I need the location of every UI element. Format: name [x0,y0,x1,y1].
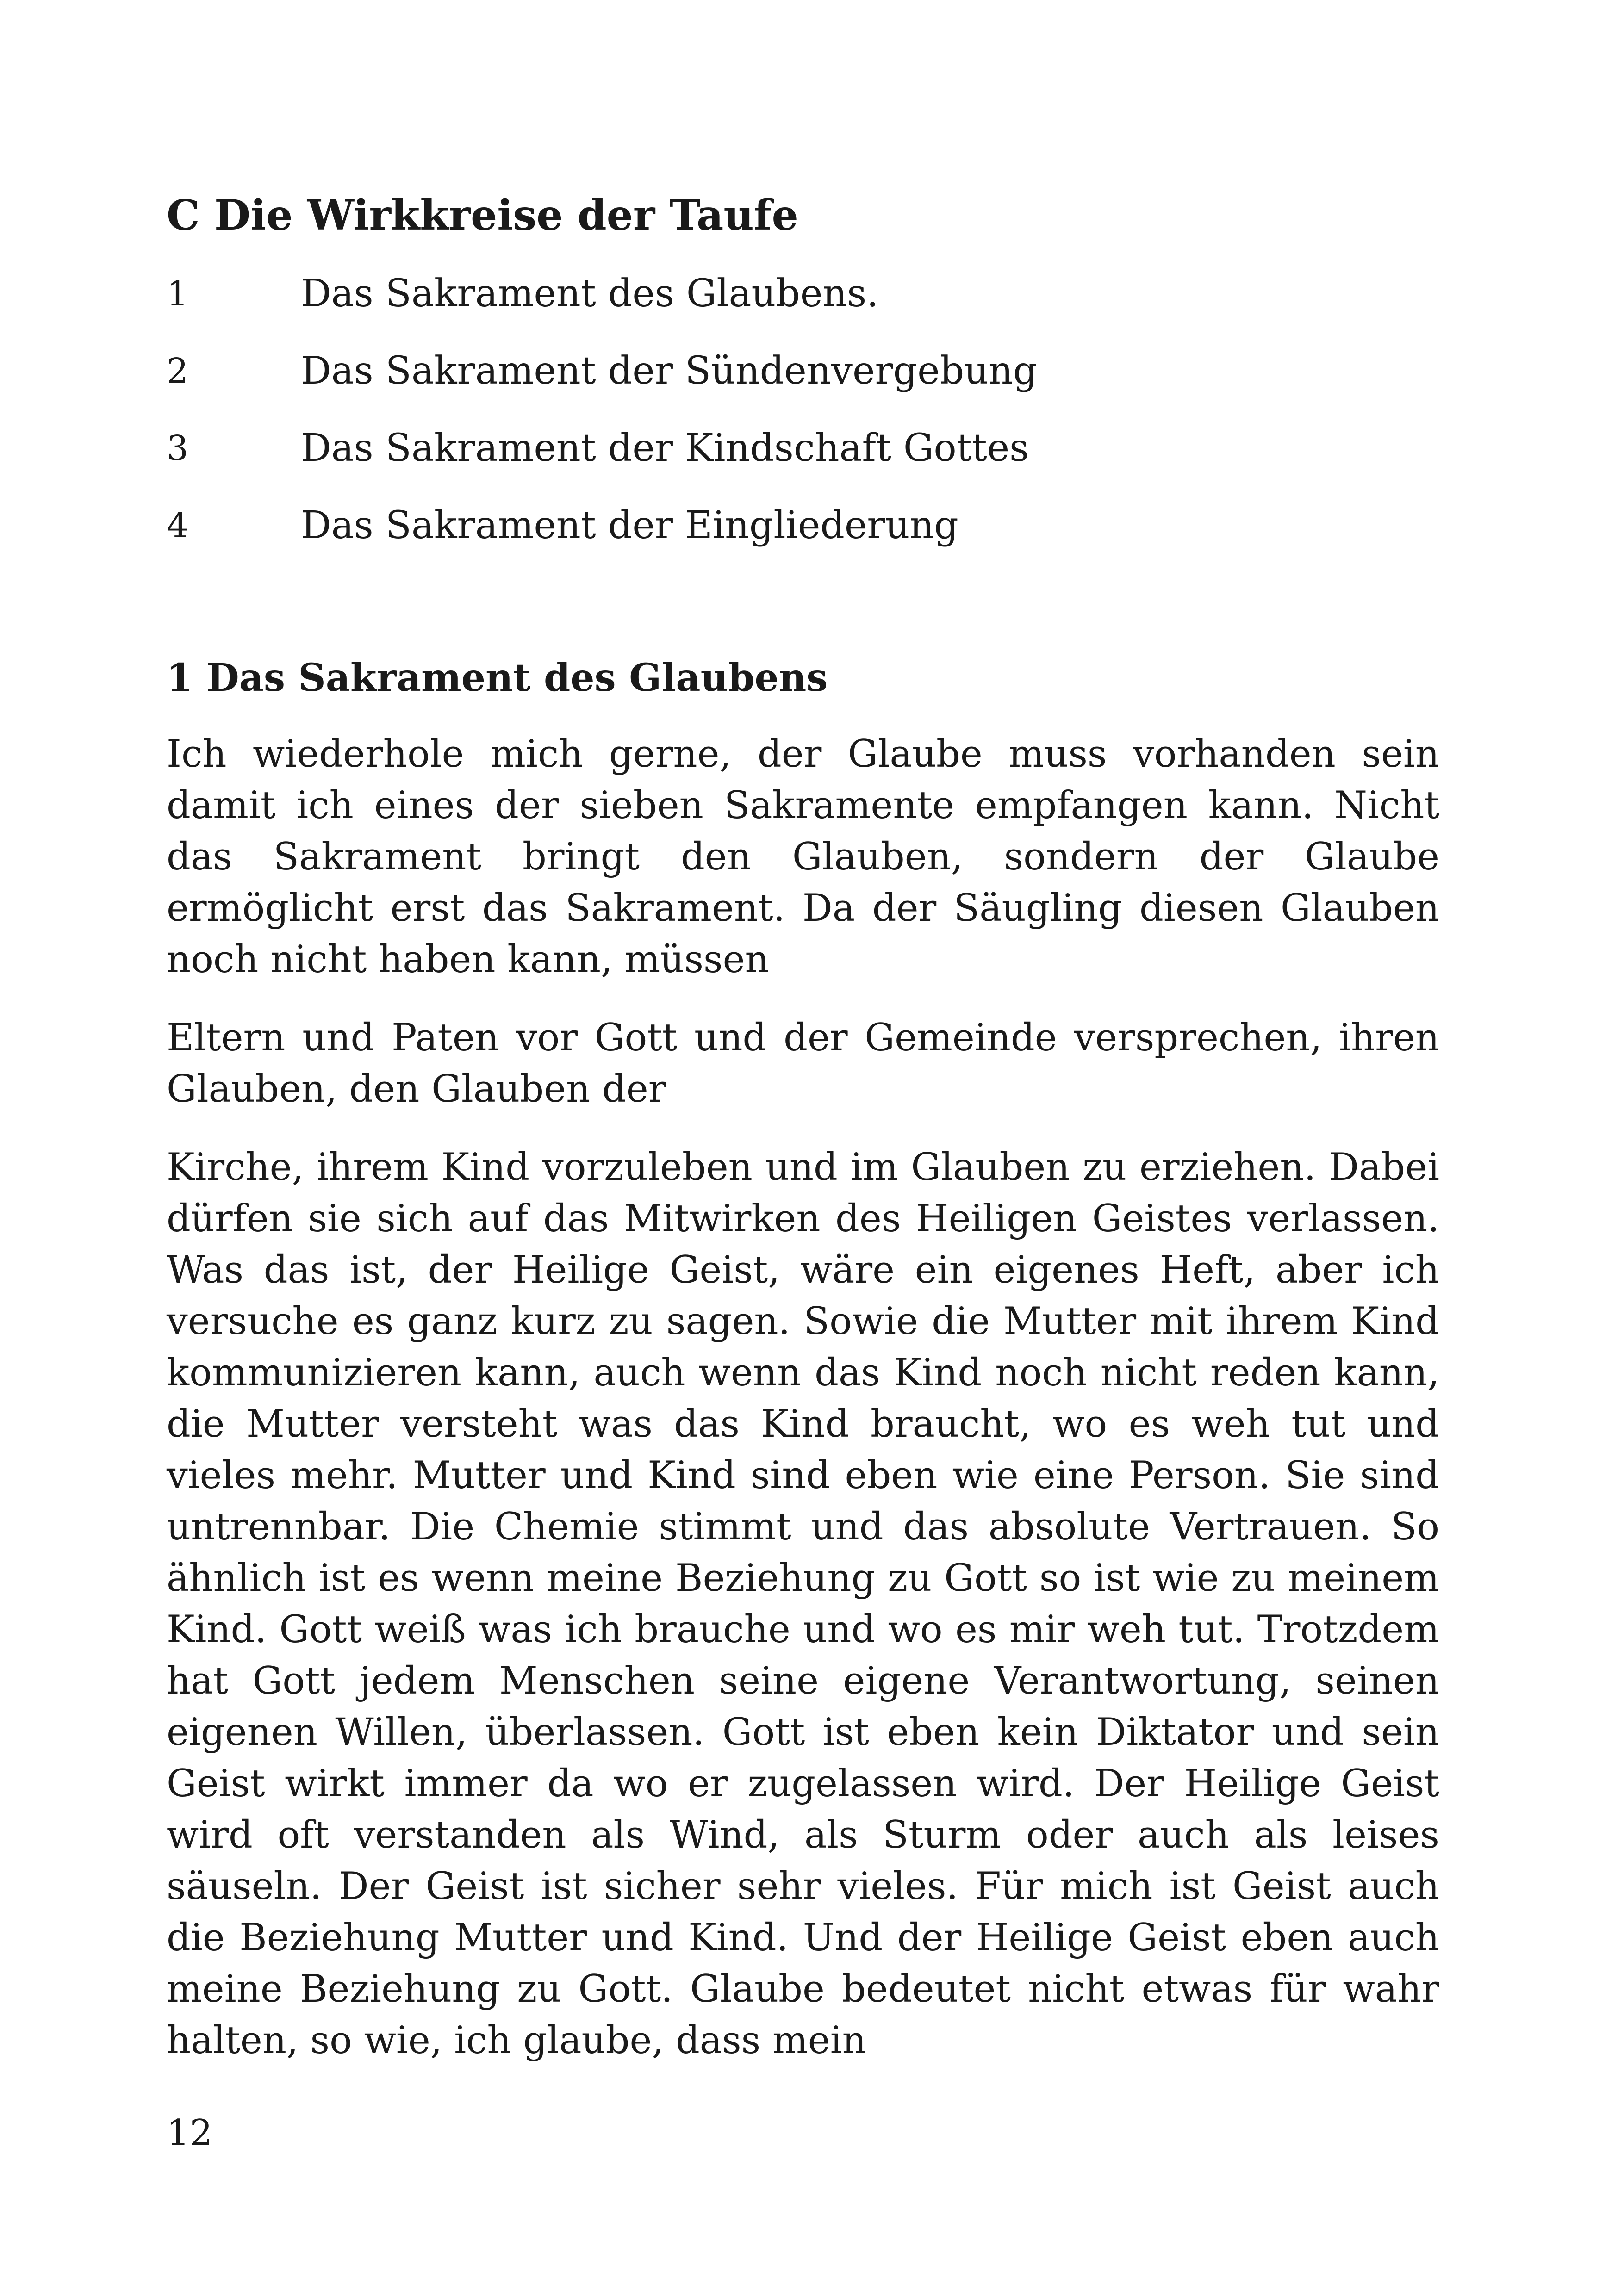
paragraph: Eltern und Paten vor Gott und der Gemeinde versprechen, ihren Glauben, den Glauben der [167,1016,1439,1111]
contents-item-number: 4 [167,506,189,546]
contents-item [167,259,1439,336]
contents-item-label: Das Sakrament der Kindschaft Gottes [301,426,1029,470]
contents-item-label: Das Sakrament der Sündenvergebung [301,349,1038,393]
body-text [167,729,1439,2093]
contents-item [167,336,1439,414]
contents-item-number: 1 [167,274,189,314]
paragraph: Ich wiederhole mich gerne, der Glaube muss vorhanden sein damit ich eines der sieben Sakramente empfangen kann. Nicht das Sakrament bringt den Glauben, sondern der Glaube ermöglicht erst das Sakrament. Da der Säugling diesen Glauben noch nicht haben kann, müssen [167,732,1439,981]
contents-item-label: Das Sakrament des Glaubens. [301,272,879,316]
paragraph: Kirche, ihrem Kind vorzuleben und im Glauben zu erziehen. Dabei dürfen sie sich auf das Mitwirken des Heiligen Geistes verlassen. Was das ist, der Heilige Geist, wäre ein eigenes Heft, aber ich versuche es ganz kurz zu sagen. Sowie die Mutter mit ihrem Kind kommunizieren kann, auch wenn das Kind noch nicht reden kann, die Mutter versteht was das Kind braucht, wo es weh tut und vieles mehr. Mutter und Kind sind eben wie eine Person. Sie sind untrennbar. Die Chemie stimmt und das absolute Vertrauen. So ähnlich ist es wenn meine Beziehung zu Gott so ist wie zu meinem Kind. Gott weiß was ich brauche und wo es mir weh tut. Trotzdem hat Gott jedem Menschen seine eigene Verantwortung, seinen eigenen Willen, überlassen. Gott ist eben kein Diktator und sein Geist wirkt immer da wo er zugelassen wird. Der Heilige Geist wird oft verstanden als Wind, als Sturm oder auch als leises säuseln. Der Geist ist sicher sehr vieles. Für mich ist Geist auch die Beziehung Mutter und Kind. Und der Heilige Geist eben auch meine Beziehung zu Gott. Glaube bedeutet nicht etwas für wahr halten, so wie, ich glaube, dass mein [167,1146,1439,2062]
page-number: 12 [167,2112,213,2154]
section-title: 1 Das Sakrament des Glaubens [167,656,828,700]
contents-item [167,414,1439,491]
contents-item [167,491,1439,568]
book-page [167,0,1439,2296]
contents-item-number: 3 [167,428,189,468]
contents-item-label: Das Sakrament der Eingliederung [301,503,958,547]
chapter-heading: C Die Wirkkreise der Taufe [167,191,798,240]
chapter-contents-list [167,259,1439,568]
contents-item-number: 2 [167,351,189,391]
